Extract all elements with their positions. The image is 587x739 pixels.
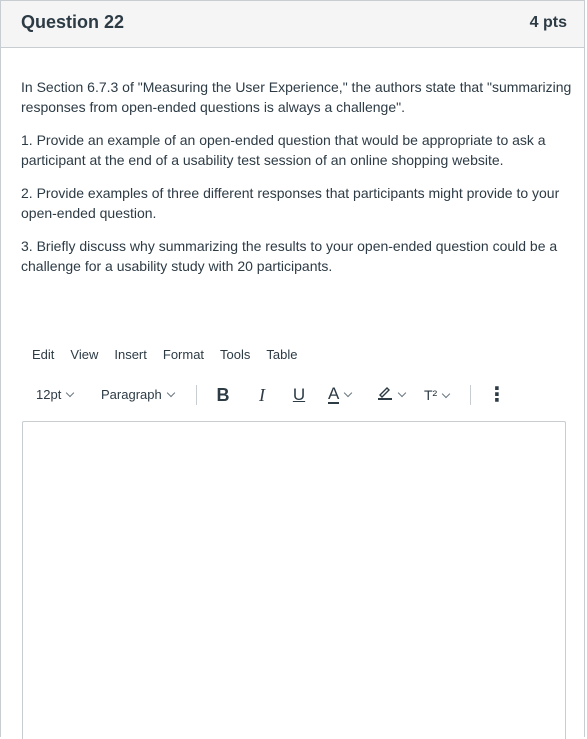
highlighter-icon [377, 382, 393, 410]
menu-insert[interactable]: Insert [114, 347, 147, 362]
font-size-value: 12pt [36, 387, 62, 402]
chevron-down-icon [398, 389, 406, 397]
chevron-down-icon [344, 389, 352, 397]
question-points: 4 pts [529, 14, 567, 31]
question-item-3: 3. Briefly discuss why summarizing the results to your open-ended question could be a challenge for a usability study with 20 participants. [21, 238, 558, 274]
text-color-button[interactable] [328, 381, 351, 409]
chevron-down-icon [442, 390, 450, 398]
question-text [21, 77, 573, 289]
text-color-icon: A [328, 384, 340, 403]
menu-table[interactable]: Table [266, 347, 298, 362]
superscript-icon: T² [424, 387, 438, 403]
question-title: Question 22 [21, 12, 125, 32]
toolbar-divider [196, 385, 197, 405]
block-format-value: Paragraph [101, 387, 162, 402]
toolbar-divider [470, 385, 471, 405]
bold-button[interactable]: B [216, 385, 230, 405]
underline-button[interactable]: U [292, 385, 306, 404]
menu-edit[interactable]: Edit [32, 347, 55, 362]
italic-button[interactable]: I [259, 385, 265, 405]
editor-toolbar [28, 381, 568, 409]
question-intro: In Section 6.7.3 of "Measuring the User Experience," the authors state that "summarizing responses from open-ended questions is always a challenge". [21, 79, 572, 115]
superscript-button[interactable] [424, 381, 449, 409]
font-size-dropdown[interactable] [36, 381, 73, 409]
menu-format[interactable]: Format [162, 347, 205, 362]
menu-view[interactable]: View [70, 347, 99, 362]
menu-tools[interactable]: Tools [220, 347, 251, 362]
chevron-down-icon [166, 389, 174, 397]
more-options-icon[interactable]: ⋮ [487, 384, 507, 406]
chevron-down-icon [66, 389, 74, 397]
question-item-2: 2. Provide examples of three different responses that participants might provide to your open-ended question. [21, 185, 560, 221]
rich-text-editor-area[interactable] [22, 421, 566, 739]
block-format-dropdown[interactable] [101, 381, 174, 409]
highlight-color-button[interactable] [377, 381, 405, 409]
question-item-1: 1. Provide an example of an open-ended question that would be appropriate to ask a participant at the end of a usability test session of an online shopping website. [21, 132, 546, 168]
question-header [1, 1, 584, 48]
editor-menubar [26, 347, 307, 367]
